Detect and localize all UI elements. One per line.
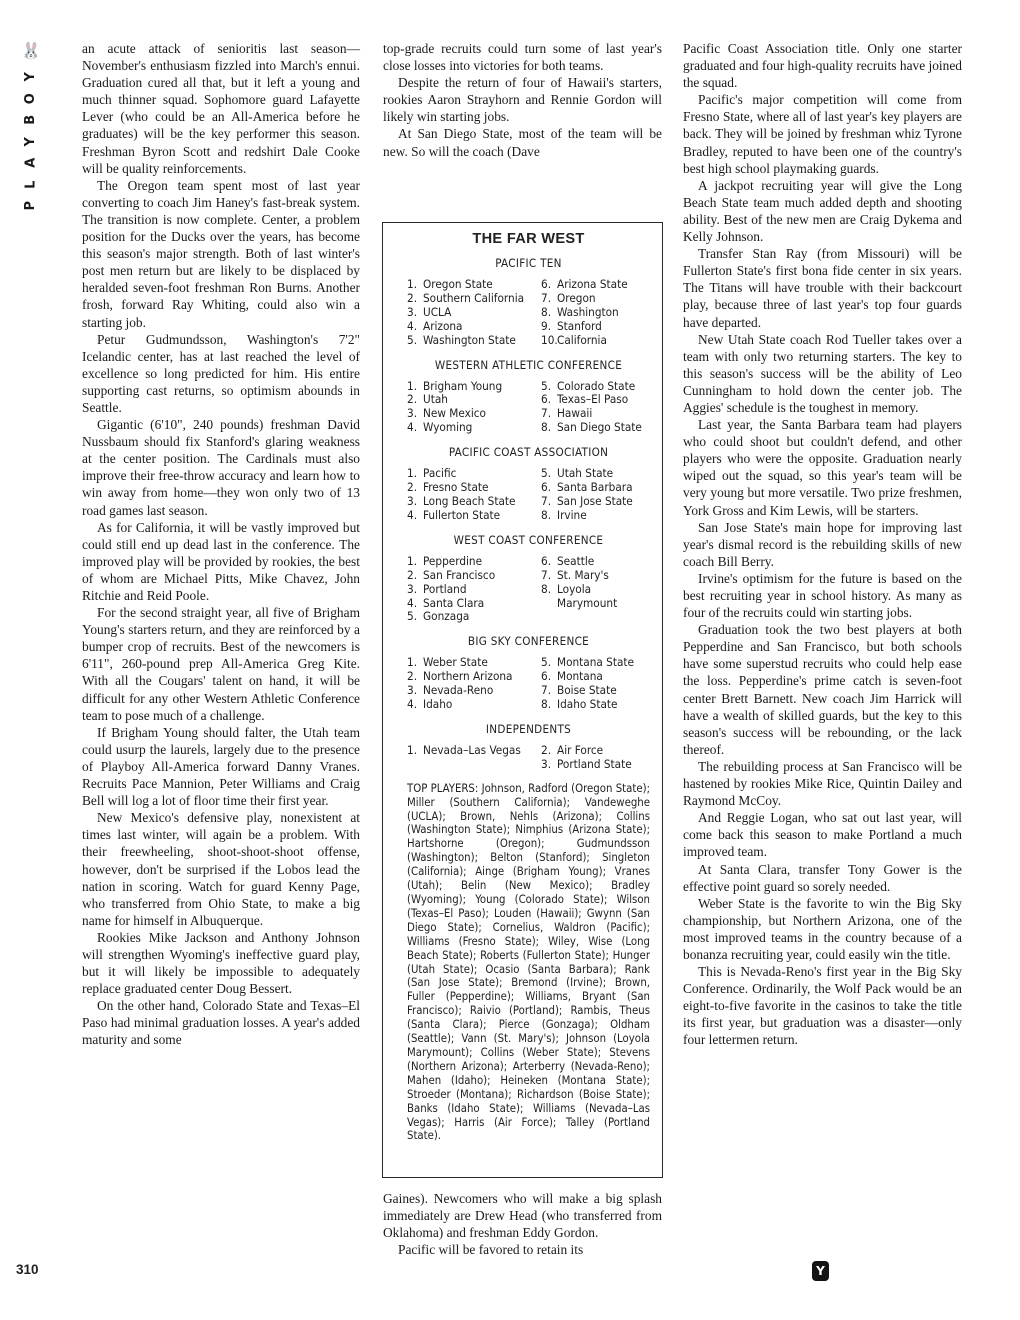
- team-row: [541, 407, 650, 421]
- standings-column: [407, 555, 539, 625]
- team-rank: 5.: [407, 609, 418, 624]
- team-rank: 4.: [407, 507, 418, 522]
- team-rank: 10.: [541, 332, 558, 347]
- masthead-letter: P: [23, 200, 39, 211]
- team-row: [541, 306, 650, 320]
- team-rank: 8.: [541, 581, 552, 596]
- team-rank: 6.: [541, 277, 552, 291]
- team-name: Arizona: [423, 318, 463, 333]
- team-rank: 1.: [407, 742, 418, 757]
- team-row: [541, 481, 650, 495]
- paragraph: Gaines). Newcomers who will make a big splash immediately are Drew Head (who transferred from Oklahoma) and freshman Eddy Gordon.: [383, 1191, 662, 1241]
- team-name: Idaho: [423, 697, 453, 712]
- article-column-3: [683, 40, 962, 1049]
- team-name: Boise State: [557, 683, 617, 698]
- team-rank: 5.: [407, 332, 418, 347]
- conference-heading: WESTERN ATHLETIC CONFERENCE: [434, 357, 623, 372]
- team-row: [541, 670, 650, 684]
- team-rank: 1.: [407, 378, 418, 393]
- team-rank: 4.: [407, 595, 418, 610]
- paragraph: New Utah State coach Rod Tueller takes over a team with only two returning starters. The key to this season's success will be the ability of Leo Cunningham to hold down the center job. The Aggies' schedule is the toughest in memory.: [683, 331, 962, 415]
- playboy-masthead: [14, 42, 48, 217]
- team-row: [407, 583, 539, 597]
- team-name: Northern Arizona: [423, 669, 513, 684]
- team-row: [541, 380, 650, 394]
- team-rank: 9.: [541, 318, 552, 333]
- team-row: [541, 421, 650, 435]
- team-name: UCLA: [423, 304, 452, 319]
- team-name: Nevada-Reno: [423, 683, 494, 698]
- team-rank: 6.: [541, 392, 552, 407]
- team-name: Colorado State: [557, 378, 636, 393]
- paragraph: Weber State is the favorite to win the Big Sky championship, but Northern Arizona, one of the most improved teams in the country because of a bonanza recruiting year, could easily win the title.: [683, 895, 962, 962]
- team-rank: 3.: [541, 756, 552, 771]
- paragraph: And Reggie Logan, who sat out last year, will come back this season to make Portland a much improved team.: [683, 810, 962, 860]
- team-name: San Diego State: [557, 420, 642, 435]
- team-row: [541, 656, 650, 670]
- team-rank: 8.: [541, 697, 552, 712]
- standings-column: [541, 744, 650, 772]
- team-rank: 2.: [407, 669, 418, 684]
- team-row: [407, 306, 539, 320]
- team-rank: 3.: [407, 304, 418, 319]
- article-column-2-top: [383, 40, 662, 160]
- page-number: 310: [16, 1262, 39, 1277]
- conference-list: [407, 256, 650, 772]
- team-row: [407, 744, 539, 758]
- team-name: Portland: [423, 581, 467, 596]
- article-column-1: [82, 40, 360, 1049]
- paragraph: For the second straight year, all five of Brigham Young's starters return, and they are reinforced by a bumper crop of recruits. Best of the newcomers is 6'11", 260-pound prep All-America Greg Kite. With all the Cougars' talent on hand, it will be difficult for any other Western Athletic Conference team to pose much of a challenge.: [82, 605, 360, 723]
- paragraph: top-grade recruits could turn some of last year's close losses into victories for both teams.: [383, 41, 662, 74]
- top-players-list: TOP PLAYERS: Johnson, Radford (Oregon State); Miller (Southern California); Vandeweghe (UCLA); Brown, Nehls (Arizona); Collins (Washington State); Nimphius (Arizona State); Hartshorne (Oregon); Gudmundsson (Washington); Belton (Stanford); Singleton (California); Ainge (Brigham Young); Vranes (Utah); Belin (New Mexico); Bradley (Wyoming); Young (Colorado State); Wilson (Texas–El Paso); Louden (Hawaii); Gwynn (San Diego State); Cornelius, Waldron (Pacific); Williams (Fresno State); Wiley, Wise (Long Beach State); Roberts (Fullerton State); Hunger (Utah State); Ocasio (Santa Barbara); Rank (San Jose State); Bremond (Irvine); Brown, Fuller (Pepperdine); Williams, Bryant (San Francisco); Raivio (Portland); Rambis, Theus (Santa Clara); Pierce (Gonzaga); Oldham (Seattle); Vann (St. Mary's); Johnson (Loyola Marymount); Collins (Weber State); Stevens (Northern Arizona); Arterberry (Nevada-Reno); Mahen (Idaho); Heineken (Montana State); Stroeder (Montana); Richardson (Boise State); Banks (Idaho State); Williams (Nevada–Las Vegas); Harris (Air Force); Talley (Portland State).: [407, 781, 650, 1143]
- team-row: [541, 698, 650, 712]
- masthead-letter: Y: [23, 136, 39, 146]
- team-row: [541, 495, 650, 509]
- masthead-letter: A: [23, 157, 39, 168]
- team-name: Brigham Young: [423, 378, 503, 393]
- team-rank: 3.: [407, 493, 418, 508]
- article-column-2-bottom: [383, 1190, 662, 1258]
- team-row: [407, 495, 539, 509]
- conference-standings: [407, 555, 650, 625]
- team-row: [541, 334, 650, 348]
- team-rank: 5.: [541, 655, 552, 670]
- conference-heading: WEST COAST CONFERENCE: [453, 532, 604, 547]
- rabbit-head-icon: 🐰: [21, 41, 41, 60]
- paragraph: Graduation took the two best players at both Pepperdine and San Francisco, but both schools have some superstud recruits who could help ease the loss. Pepperdine's prime catch is seven-foot center Brett Barnett. New coach Jim Harrick will have a wealth of skilled guards, but the key to this season's success will be rebounding, or the lack thereof.: [683, 622, 962, 757]
- masthead-letter: L: [23, 180, 39, 189]
- paragraph: The Oregon team spent most of last year converting to coach Jim Haney's fast-break system. The transition is now complete. Center, a problem position for the Ducks over the years, has become this season's major strength. Both of last winter's post men return but are likely to be displaced by heralded seven-foot freshman Ron Burns. Another frosh, forward Ray Whiting, could also win a starting job.: [82, 177, 360, 330]
- team-name: Fullerton State: [423, 507, 501, 522]
- masthead-letter: O: [23, 92, 39, 104]
- team-row: [407, 292, 539, 306]
- team-row: [407, 320, 539, 334]
- paragraph: As for California, it will be vastly improved but could still end up dead last in the conference. The improved play will be provided by rookies, the best of whom are Michael Pitts, Mike Chavez, John Ritchie and Reid Poole.: [82, 519, 360, 603]
- team-rank: 4.: [407, 420, 418, 435]
- conference-standings: [407, 656, 650, 712]
- end-of-article-mark: Y: [812, 1261, 829, 1281]
- team-rank: 1.: [407, 655, 418, 670]
- team-row: [407, 597, 539, 611]
- team-rank: 8.: [541, 420, 552, 435]
- standings-column: [541, 380, 650, 436]
- team-rank: 6.: [541, 669, 552, 684]
- team-name: Gonzaga: [423, 609, 470, 624]
- team-rank: 4.: [407, 318, 418, 333]
- team-name: San Francisco: [423, 567, 496, 582]
- team-rank: 1.: [407, 466, 418, 481]
- team-name: Southern California: [423, 290, 525, 305]
- masthead-letter: B: [23, 114, 39, 125]
- team-name: St. Mary's: [557, 567, 609, 582]
- team-row: [407, 334, 539, 348]
- standings-column: [407, 467, 539, 523]
- team-name: Air Force: [557, 742, 604, 757]
- team-row: [407, 698, 539, 712]
- team-row: [407, 278, 539, 292]
- paragraph: This is Nevada-Reno's first year in the Big Sky Conference. Ordinarily, the Wolf Pack would be an eight-to-five favorite in the casinos to take the title its first year, but graduation was a disaster—only four lettermen return.: [683, 964, 962, 1048]
- team-row: [407, 555, 539, 569]
- paragraph: Gigantic (6'10", 240 pounds) freshman David Nussbaum should fix Stanford's glaring weakness at the center position. The Cardinals must also improve their free-throw accuracy and learn how to win away from home—they won only two of 13 road games last season.: [82, 417, 360, 518]
- team-name: Oregon State: [423, 277, 493, 291]
- team-name: Portland State: [557, 756, 632, 771]
- team-row: [541, 684, 650, 698]
- conference-standings: [407, 278, 650, 348]
- paragraph: an acute attack of senioritis last season—November's enthusiasm fizzled into March's ennui. Graduation cured all that, but it left a young and much thinner squad. Sophomore guard Lafayette Lever (who could be an All-America before he graduates) will be the key performer this season. Freshman Byron Scott and redshirt Dale Cooke will be quality reinforcements.: [82, 41, 360, 176]
- team-rank: 8.: [541, 304, 552, 319]
- paragraph: The rebuilding process at San Francisco will be hastened by rookies Mike Rice, Quintin Dailey and Raymond McCoy.: [683, 758, 962, 809]
- team-row: [541, 393, 650, 407]
- team-row: [407, 684, 539, 698]
- paragraph: San Jose State's main hope for improving last year's dismal record is the rebuilding skills of new coach Bill Berry.: [683, 519, 962, 569]
- team-row: [541, 758, 650, 772]
- team-name: Arizona State: [557, 277, 628, 291]
- standings-column: [541, 555, 650, 625]
- team-row: [407, 481, 539, 495]
- team-name: Idaho State: [557, 697, 618, 712]
- paragraph: Transfer Stan Ray (from Missouri) will be Fullerton State's first bona fide center in six years. The Titans will have trouble with their backcourt play, because three of last year's top four guards have departed.: [683, 246, 962, 330]
- team-name: Stanford: [557, 318, 602, 333]
- team-rank: 2.: [407, 567, 418, 582]
- team-name: Seattle: [557, 553, 595, 568]
- team-name: Weber State: [423, 655, 488, 670]
- paragraph: Rookies Mike Jackson and Anthony Johnson will strengthen Wyoming's ineffective guard play, but it will likely be impossible to adequately replace graduated center Doug Bessert.: [82, 929, 360, 997]
- team-rank: 6.: [541, 553, 552, 568]
- paragraph: Despite the return of four of Hawaii's starters, rookies Aaron Strayhorn and Rennie Gordon will likely win starting jobs.: [383, 75, 662, 125]
- masthead-letter: Y: [23, 72, 39, 82]
- sidebar-title: THE FAR WEST: [472, 231, 585, 247]
- team-name: Long Beach State: [423, 493, 516, 508]
- team-row: [407, 380, 539, 394]
- team-name: Oregon: [557, 290, 596, 305]
- conference-heading: PACIFIC COAST ASSOCIATION: [448, 445, 609, 460]
- team-name: San Jose State: [557, 493, 633, 508]
- conference-heading: PACIFIC TEN: [495, 256, 562, 270]
- team-name: Pacific: [423, 466, 457, 481]
- team-row: [407, 656, 539, 670]
- paragraph: Pacific's major competition will come from Fresno State, where all of last year's key players are back. They will be joined by freshman whiz Tyrone Bradley, reputed to have been one of the country's best high school playmaking guards.: [683, 92, 962, 176]
- paragraph: Petur Gudmundsson, Washington's 7'2" Icelandic center, has at last reached the level of excellence so long predicted for him. His entire supporting cast returns, so optimism abounds in Seattle.: [82, 331, 360, 415]
- team-row: [407, 467, 539, 481]
- team-row: [541, 467, 650, 481]
- team-name: Irvine: [557, 507, 587, 522]
- team-rank: 3.: [407, 683, 418, 698]
- team-rank: 3.: [407, 406, 418, 421]
- team-row: [541, 744, 650, 758]
- paragraph: A jackpot recruiting year will give the Long Beach State team much added depth and shooting ability. Best of the new men are Craig Dykema and Kelly Johnson.: [683, 177, 962, 245]
- far-west-sidebar: [382, 222, 663, 1178]
- team-rank: 6.: [541, 480, 552, 495]
- team-row: [407, 610, 539, 624]
- team-rank: 2.: [541, 742, 552, 757]
- team-row: [541, 555, 650, 569]
- team-rank: 7.: [541, 406, 552, 421]
- team-rank: 2.: [407, 480, 418, 495]
- team-rank: 5.: [541, 466, 552, 481]
- standings-column: [541, 656, 650, 712]
- team-name: Santa Clara: [423, 595, 485, 610]
- team-row: [407, 421, 539, 435]
- standings-column: [407, 380, 539, 436]
- team-row: [541, 320, 650, 334]
- team-row: [407, 407, 539, 421]
- team-name: Utah State: [557, 466, 614, 481]
- team-name: Washington State: [423, 332, 516, 347]
- team-name: Fresno State: [423, 480, 489, 495]
- team-rank: 3.: [407, 581, 418, 596]
- team-name: Utah: [423, 392, 448, 407]
- paragraph: Last year, the Santa Barbara team had players who could shoot but couldn't defend, and other players who were the opposite. Graduation nearly wiped out the squad, so this year's team will be very young but more versatile. Two prize freshmen, York Gross and Kim Lewis, will be starters.: [683, 417, 962, 518]
- conference-standings: [407, 380, 650, 436]
- masthead-letters: [23, 66, 39, 217]
- team-name: Wyoming: [423, 420, 473, 435]
- team-row: [541, 583, 650, 611]
- team-name: Nevada–Las Vegas: [423, 742, 521, 757]
- team-name: Texas–El Paso: [557, 392, 629, 407]
- standings-column: [541, 467, 650, 523]
- team-rank: 7.: [541, 493, 552, 508]
- paragraph: At Santa Clara, transfer Tony Gower is the effective point guard so sorely needed.: [683, 861, 962, 894]
- team-name: Washington: [557, 304, 619, 319]
- team-rank: 7.: [541, 567, 552, 582]
- team-name: Montana State: [557, 655, 635, 670]
- paragraph: If Brigham Young should falter, the Utah team could usurp the laurels, largely due to the presence of Playboy All-America forward Danny Vranes. Recruits Pace Mannion, Peter Williams and Craig Bell will log a lot of floor time their first year.: [82, 724, 360, 809]
- team-rank: 7.: [541, 683, 552, 698]
- team-row: [541, 509, 650, 523]
- team-rank: 4.: [407, 697, 418, 712]
- team-name: California: [557, 332, 607, 347]
- team-rank: 7.: [541, 290, 552, 305]
- standings-column: [407, 656, 539, 712]
- team-row: [407, 393, 539, 407]
- team-rank: 2.: [407, 290, 418, 305]
- conference-heading: BIG SKY CONFERENCE: [467, 634, 590, 649]
- team-row: [407, 569, 539, 583]
- team-row: [541, 569, 650, 583]
- paragraph: Pacific will be favored to retain its: [398, 1242, 584, 1258]
- team-name: Loyola Marymount: [557, 581, 618, 610]
- team-name: Pepperdine: [423, 553, 483, 568]
- paragraph: Pacific Coast Association title. Only one starter graduated and four high-quality recruits have joined the squad.: [683, 41, 962, 91]
- team-rank: 1.: [407, 553, 418, 568]
- paragraph: At San Diego State, most of the team will be new. So will the coach (Dave: [383, 126, 662, 159]
- team-row: [407, 670, 539, 684]
- paragraph: New Mexico's defensive play, nonexistent at times last winter, will again be a problem. With their freewheeling, shoot-shoot-shoot offense, however, don't be surprised if the Lobos lead the nation in scoring. Watch for guard Kenny Page, who transferred from Ohio State, to make a big name for himself in Albuquerque.: [82, 810, 360, 928]
- conference-standings: [407, 467, 650, 523]
- team-rank: 5.: [541, 378, 552, 393]
- team-row: [541, 292, 650, 306]
- team-name: Santa Barbara: [557, 480, 633, 495]
- team-rank: 8.: [541, 507, 552, 522]
- team-rank: 1.: [407, 277, 418, 291]
- standings-column: [407, 278, 539, 348]
- team-row: [407, 509, 539, 523]
- conference-standings: [407, 744, 650, 772]
- team-name: Hawaii: [557, 406, 593, 421]
- standings-column: [541, 278, 650, 348]
- team-rank: 2.: [407, 392, 418, 407]
- team-name: New Mexico: [423, 406, 486, 421]
- team-row: [541, 278, 650, 292]
- paragraph: On the other hand, Colorado State and Texas–El Paso had minimal graduation losses. A year's added maturity and some: [82, 998, 360, 1048]
- team-name: Montana: [557, 669, 603, 684]
- paragraph: Irvine's optimism for the future is based on the best recruiting year in school history. As many as four of the recruits could win starting jobs.: [683, 570, 962, 621]
- standings-column: [407, 744, 539, 772]
- conference-heading: INDEPENDENTS: [485, 721, 572, 736]
